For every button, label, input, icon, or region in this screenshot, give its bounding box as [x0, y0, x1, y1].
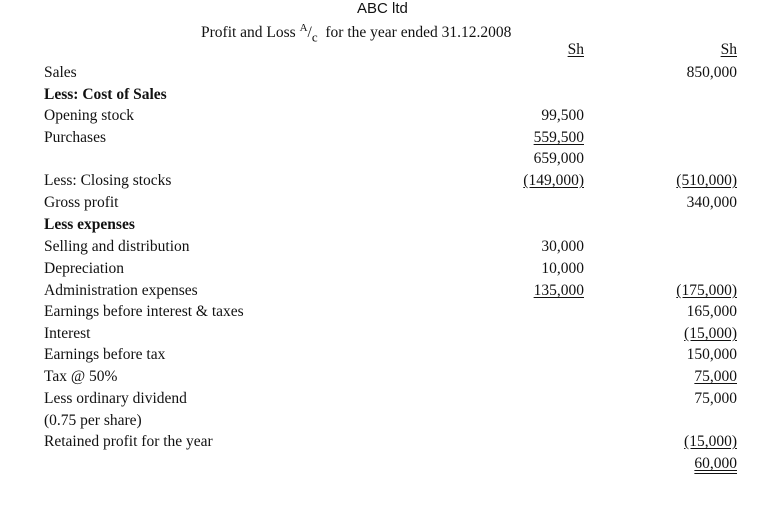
title-account-a: A — [299, 22, 308, 34]
row-label-ebit: Earnings before interest & taxes — [44, 303, 244, 320]
c2-total-expenses: (175,000) — [676, 282, 737, 299]
title-account-c: c — [311, 29, 318, 45]
row-label-administration: Administration expenses — [44, 282, 198, 299]
row-label-per-share: (0.75 per share) — [44, 412, 142, 429]
c2-retained-profit-total: 60,000 — [694, 455, 737, 472]
row-label-opening-stock: Opening stock — [44, 107, 134, 124]
c2-ebt: 150,000 — [686, 346, 737, 363]
title-slash: / — [307, 24, 312, 42]
c1-administration: 135,000 — [533, 282, 584, 299]
column-header-2: Sh — [720, 41, 737, 58]
row-label-interest: Interest — [44, 325, 91, 342]
row-label-less-expenses: Less expenses — [44, 216, 135, 233]
title-prefix: Profit and Loss — [201, 24, 300, 42]
row-label-sales: Sales — [44, 64, 77, 81]
row-label-purchases: Purchases — [44, 129, 106, 146]
c1-subtotal: 659,000 — [533, 150, 584, 167]
c1-opening-stock: 99,500 — [541, 107, 584, 124]
column-header-1: Sh — [567, 41, 584, 58]
row-label-ebt: Earnings before tax — [44, 346, 166, 363]
c2-gross-profit: 340,000 — [686, 194, 737, 211]
c1-closing-stocks: (149,000) — [523, 172, 584, 189]
row-label-ordinary-dividend: Less ordinary dividend — [44, 390, 187, 407]
row-label-less-cost-of-sales: Less: Cost of Sales — [44, 86, 167, 103]
row-label-selling-distribution: Selling and distribution — [44, 238, 190, 255]
c1-selling-distribution: 30,000 — [541, 238, 584, 255]
row-label-tax: Tax @ 50% — [44, 368, 118, 385]
c2-cost-of-sales: (510,000) — [676, 172, 737, 189]
row-label-retained-profit: Retained profit for the year — [44, 433, 213, 450]
c2-retained-adjustment: (15,000) — [684, 433, 737, 450]
statement-title — [201, 19, 511, 46]
c2-tax: 75,000 — [694, 368, 737, 385]
row-label-depreciation: Depreciation — [44, 260, 125, 277]
c2-sales: 850,000 — [686, 64, 737, 81]
c1-depreciation: 10,000 — [541, 260, 584, 277]
c2-ebit: 165,000 — [686, 303, 737, 320]
company-name: ABC ltd — [357, 0, 408, 17]
c2-ordinary-dividend: 75,000 — [694, 390, 737, 407]
row-label-gross-profit: Gross profit — [44, 194, 119, 211]
row-label-closing-stocks: Less: Closing stocks — [44, 172, 172, 189]
c2-interest: (15,000) — [684, 325, 737, 342]
title-suffix: for the year ended 31.12.2008 — [317, 24, 512, 42]
c1-purchases: 559,500 — [533, 129, 584, 146]
